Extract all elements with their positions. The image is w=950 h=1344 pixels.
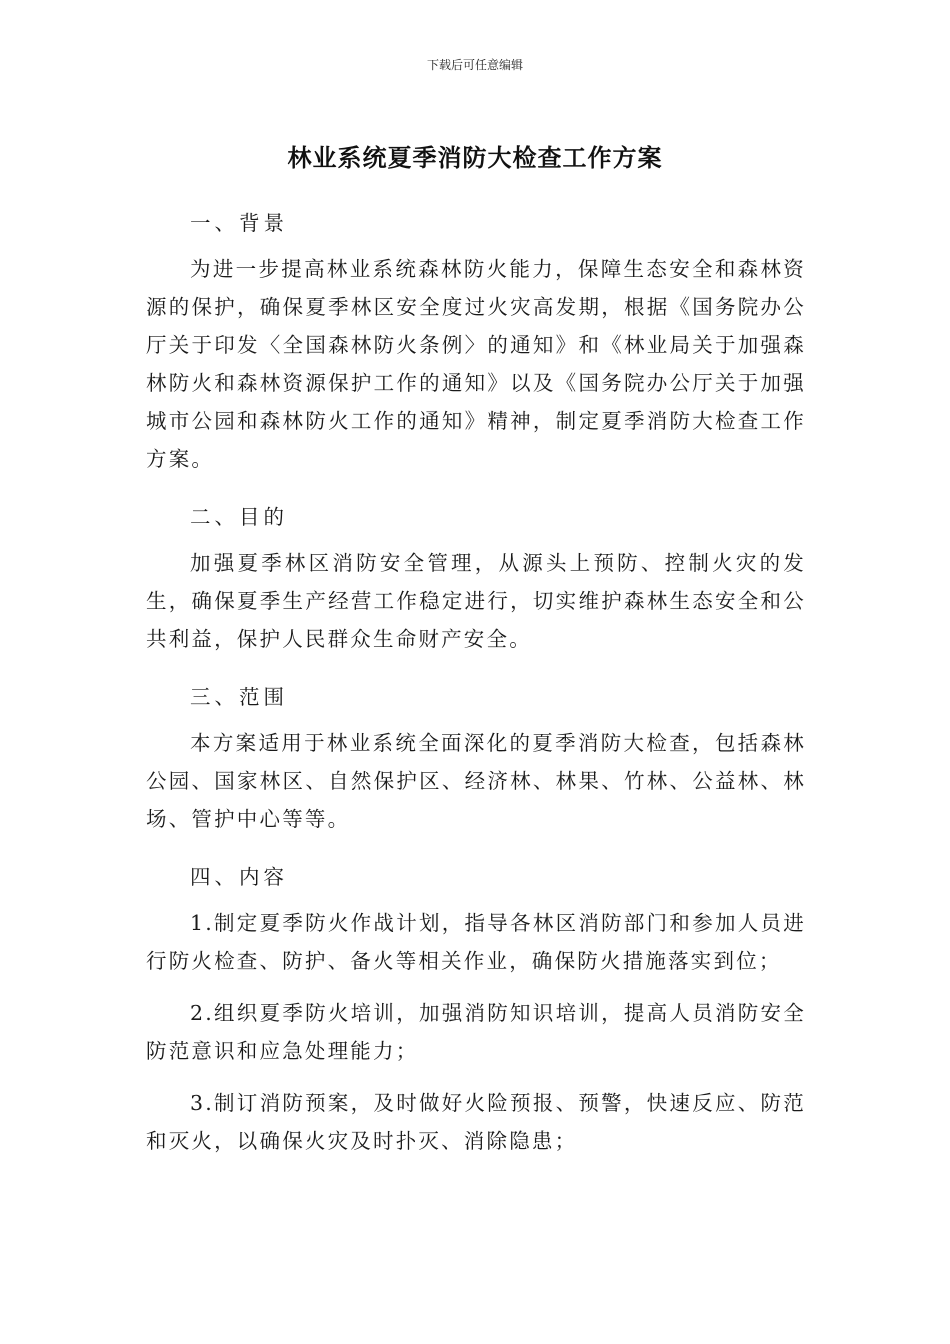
section-heading: 二、目的: [190, 505, 288, 529]
document-body: [146, 200, 806, 1160]
section-heading: 三、范围: [190, 685, 288, 709]
list-item: 1.制定夏季防火作战计划，指导各林区消防部门和参加人员进行防火检查、防护、备火等相关作业，确保防火措施落实到位；: [146, 911, 806, 973]
document-title: 林业系统夏季消防大检查工作方案: [287, 144, 663, 172]
section-purpose: [146, 494, 806, 658]
section-heading: 四、内容: [190, 865, 288, 889]
list-item: 2.组织夏季防火培训，加强消防知识培训，提高人员消防安全防范意识和应急处理能力；: [146, 1001, 806, 1063]
section-scope: [146, 674, 806, 838]
page-header-note: 下载后可任意编辑: [426, 58, 523, 72]
paragraph: 加强夏季林区消防安全管理，从源头上预防、控制火灾的发生，确保夏季生产经营工作稳定进行，切实维护森林生态安全和公共利益，保护人民群众生命财产安全。: [146, 551, 806, 651]
section-background: [146, 200, 806, 478]
paragraph: 本方案适用于林业系统全面深化的夏季消防大检查，包括森林公园、国家林区、自然保护区、经济林、林果、竹林、公益林、林场、管护中心等等。: [146, 731, 806, 831]
section-content: [146, 854, 806, 1160]
list-item: 3.制订消防预案，及时做好火险预报、预警，快速反应、防范和灭火，以确保火灾及时扑灭、消除隐患；: [146, 1091, 806, 1153]
paragraph: 为进一步提高林业系统森林防火能力，保障生态安全和森林资源的保护，确保夏季林区安全度过火灾高发期，根据《国务院办公厅关于印发〈全国森林防火条例〉的通知》和《林业局关于加强森林防火和森林资源保护工作的通知》以及《国务院办公厅关于加强城市公园和森林防火工作的通知》精神，制定夏季消防大检查工作方案。: [146, 257, 806, 471]
section-heading: 一、背景: [190, 211, 288, 235]
